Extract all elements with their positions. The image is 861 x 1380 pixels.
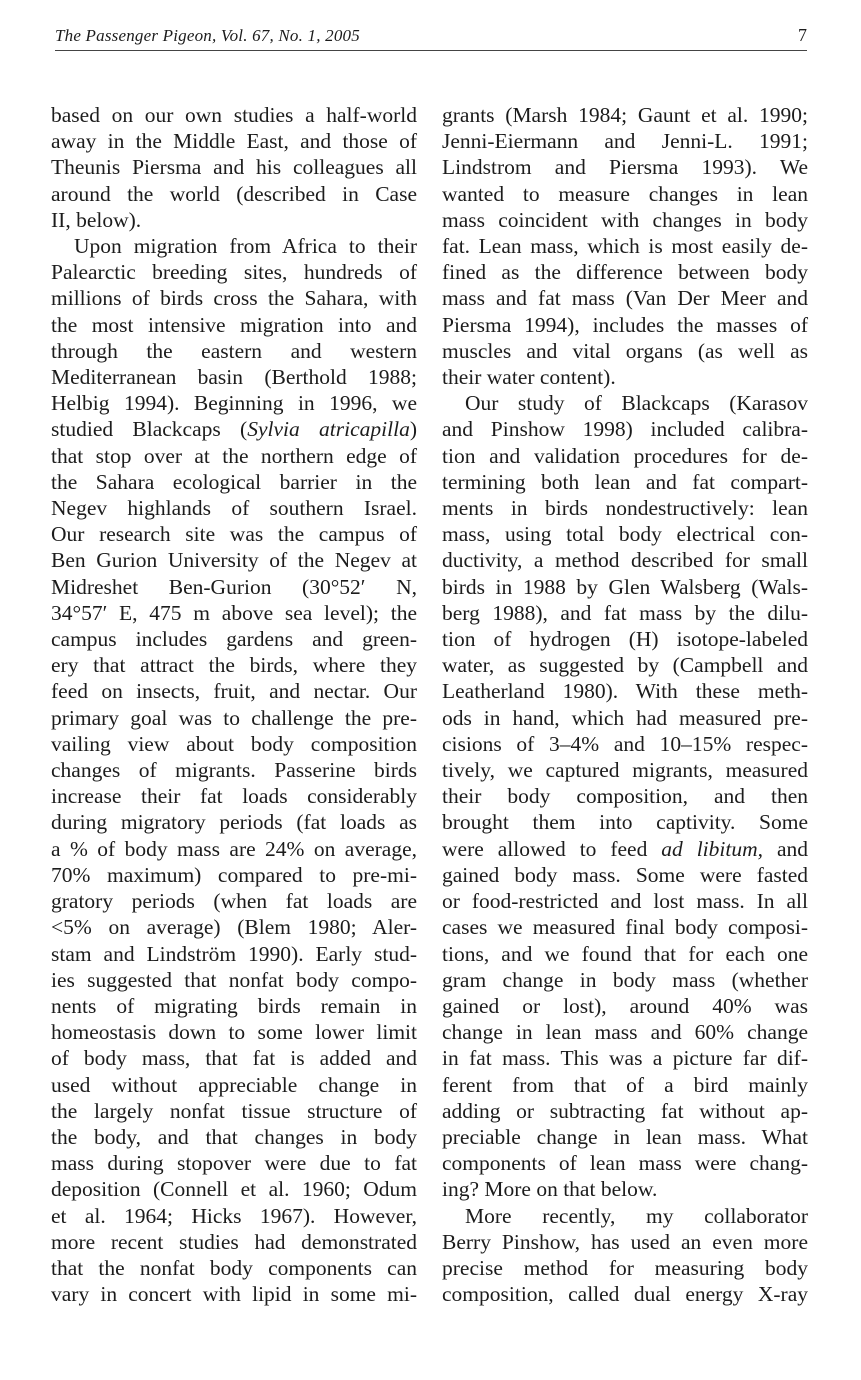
text-line: Berry Pinshow, has used an even more	[442, 1229, 808, 1254]
text-line: muscles and vital organs (as well as	[442, 338, 808, 363]
text-line: away in the Middle East, and those of	[51, 129, 417, 154]
text-line: Mediterranean basin (Berthold 1988;	[51, 365, 417, 390]
text-line: Leatherland 1980). With these meth-	[442, 679, 808, 704]
text-line: tion of hydrogen (H) isotope-labeled	[442, 627, 808, 652]
text-line: the largely nonfat tissue structure of	[51, 1098, 417, 1123]
text-line: wanted to measure changes in lean	[442, 181, 808, 206]
text-line: change in lean mass and 60% change	[442, 1020, 808, 1045]
text-line: ductivity, a method described for small	[442, 548, 808, 573]
text-line: stam and Lindström 1990). Early stud-	[51, 941, 417, 966]
text-line: Our study of Blackcaps (Karasov	[465, 391, 808, 416]
text-line: ies suggested that nonfat body compo-	[51, 967, 417, 992]
text-line: around the world (described in Case	[51, 181, 417, 206]
text-line: the body, and that changes in body	[51, 1124, 417, 1149]
text-line: increase their fat loads considerably	[51, 784, 417, 809]
text-line: Midreshet Ben-Gurion (30°52′ N,	[51, 574, 417, 599]
text-line: More recently, my collaborator	[465, 1203, 808, 1228]
text-line: deposition (Connell et al. 1960; Odum	[51, 1177, 417, 1202]
text-line: millions of birds cross the Sahara, with	[51, 286, 417, 311]
species-name: Sylvia atricapilla	[247, 417, 410, 442]
text-line: 70% maximum) compared to pre-mi-	[51, 862, 417, 887]
text-line: in fat mass. This was a picture far dif-	[442, 1046, 808, 1071]
text-line: ery that attract the birds, where they	[51, 653, 417, 678]
right-column	[442, 102, 808, 1307]
text-line: gratory periods (when fat loads are	[51, 889, 417, 914]
text-segment: )	[409, 417, 417, 442]
text-line: Upon migration from Africa to their	[74, 234, 417, 259]
text-line: based on our own studies a half-world	[51, 103, 417, 127]
text-line: mass coincident with changes in body	[442, 207, 808, 232]
text-line: ing? More on that below.	[442, 1177, 658, 1202]
text-line: termining both lean and fat compart-	[442, 469, 808, 494]
text-segment: and	[763, 836, 808, 861]
text-line: gram change in body mass (whether	[442, 967, 808, 992]
running-header	[55, 24, 807, 51]
text-line: Helbig 1994). Beginning in 1996, we	[51, 391, 417, 416]
text-line: homeostasis down to some lower limit	[51, 1020, 417, 1045]
text-line: more recent studies had demonstrated	[51, 1229, 417, 1254]
text-line: their body composition, and then	[442, 784, 808, 809]
text-line: Theunis Piersma and his colleagues all	[51, 155, 417, 180]
text-line: gained body mass. Some were fasted	[442, 862, 808, 887]
text-line: mass during stopover were due to fat	[51, 1151, 417, 1176]
text-line: fined as the difference between body	[442, 260, 808, 285]
text-line: ments in birds nondestructively: lean	[442, 496, 808, 521]
text-line: ferent from that of a bird mainly	[442, 1072, 808, 1097]
text-line	[51, 416, 417, 442]
text-line: tion and validation procedures for de-	[442, 443, 808, 468]
text-line: composition, called dual energy X-ray	[442, 1282, 808, 1307]
text-line: tions, and we found that for each one	[442, 941, 808, 966]
text-line: ods in hand, which had measured pre-	[442, 705, 808, 730]
text-line: Ben Gurion University of the Negev at	[51, 548, 417, 573]
text-line: water, as suggested by (Campbell and	[442, 653, 808, 678]
page-number: 7	[798, 25, 807, 45]
text-line: gained or lost), around 40% was	[442, 993, 808, 1018]
text-line: and Pinshow 1998) included calibra-	[442, 417, 808, 442]
text-line: primary goal was to challenge the pre-	[51, 705, 417, 730]
text-line: during migratory periods (fat loads as	[51, 810, 417, 835]
left-column	[51, 102, 417, 1307]
text-line: mass and fat mass (Van Der Meer and	[442, 286, 808, 311]
latin-phrase: ad libitum,	[661, 836, 764, 861]
text-line: berg 1988), and fat mass by the dilu-	[442, 600, 808, 625]
text-line: their water content).	[442, 365, 616, 390]
text-line: that stop over at the northern edge of	[51, 443, 417, 468]
text-line	[442, 836, 808, 862]
text-line: Piersma 1994), includes the masses of	[442, 312, 808, 337]
text-line: grants (Marsh 1984; Gaunt et al. 1990;	[442, 103, 808, 127]
text-line: adding or subtracting fat without ap-	[442, 1098, 808, 1123]
text-line: through the eastern and western	[51, 338, 417, 363]
text-line: or food-restricted and lost mass. In all	[442, 889, 808, 914]
text-line: changes of migrants. Passerine birds	[51, 758, 417, 783]
text-line: vailing view about body composition	[51, 731, 417, 756]
text-line: campus includes gardens and green-	[51, 627, 417, 652]
text-line: precise method for measuring body	[442, 1255, 808, 1280]
text-segment: studied Blackcaps (	[51, 417, 248, 442]
text-line: a % of body mass are 24% on average,	[51, 836, 417, 861]
text-line: feed on insects, fruit, and nectar. Our	[51, 679, 417, 704]
text-line: 34°57′ E, 475 m above sea level); the	[51, 600, 417, 625]
text-line: used without appreciable change in	[51, 1072, 417, 1097]
text-line: that the nonfat body components can	[51, 1255, 417, 1280]
text-line: cisions of 3–4% and 10–15% respec-	[442, 731, 808, 756]
text-line: preciable change in lean mass. What	[442, 1124, 808, 1149]
text-line: cases we measured final body composi-	[442, 915, 808, 940]
text-line: components of lean mass were chang-	[442, 1151, 808, 1176]
text-line: et al. 1964; Hicks 1967). However,	[51, 1203, 417, 1228]
text-line: Negev highlands of southern Israel.	[51, 496, 417, 521]
text-line: of body mass, that fat is added and	[51, 1046, 417, 1071]
text-line: Palearctic breeding sites, hundreds of	[51, 260, 417, 285]
text-line: tively, we captured migrants, measured	[442, 758, 808, 783]
text-line: Lindstrom and Piersma 1993). We	[442, 155, 808, 180]
text-line: the most intensive migration into and	[51, 312, 417, 337]
text-line: mass, using total body electrical con-	[442, 522, 808, 547]
text-line: Jenni-Eiermann and Jenni-L. 1991;	[442, 129, 808, 154]
text-line: fat. Lean mass, which is most easily de-	[442, 234, 808, 259]
text-line: birds in 1988 by Glen Walsberg (Wals-	[442, 574, 808, 599]
text-line: the Sahara ecological barrier in the	[51, 469, 417, 494]
text-segment: were allowed to feed	[442, 836, 662, 861]
text-line: <5% on average) (Blem 1980; Aler-	[51, 915, 417, 940]
text-line: vary in concert with lipid in some mi-	[51, 1282, 417, 1307]
text-line: II, below).	[51, 207, 142, 232]
running-head: The Passenger Pigeon, Vol. 67, No. 1, 2005	[55, 26, 360, 45]
text-line: nents of migrating birds remain in	[51, 993, 417, 1018]
text-line: Our research site was the campus of	[51, 522, 417, 547]
text-line: brought them into captivity. Some	[442, 810, 808, 835]
